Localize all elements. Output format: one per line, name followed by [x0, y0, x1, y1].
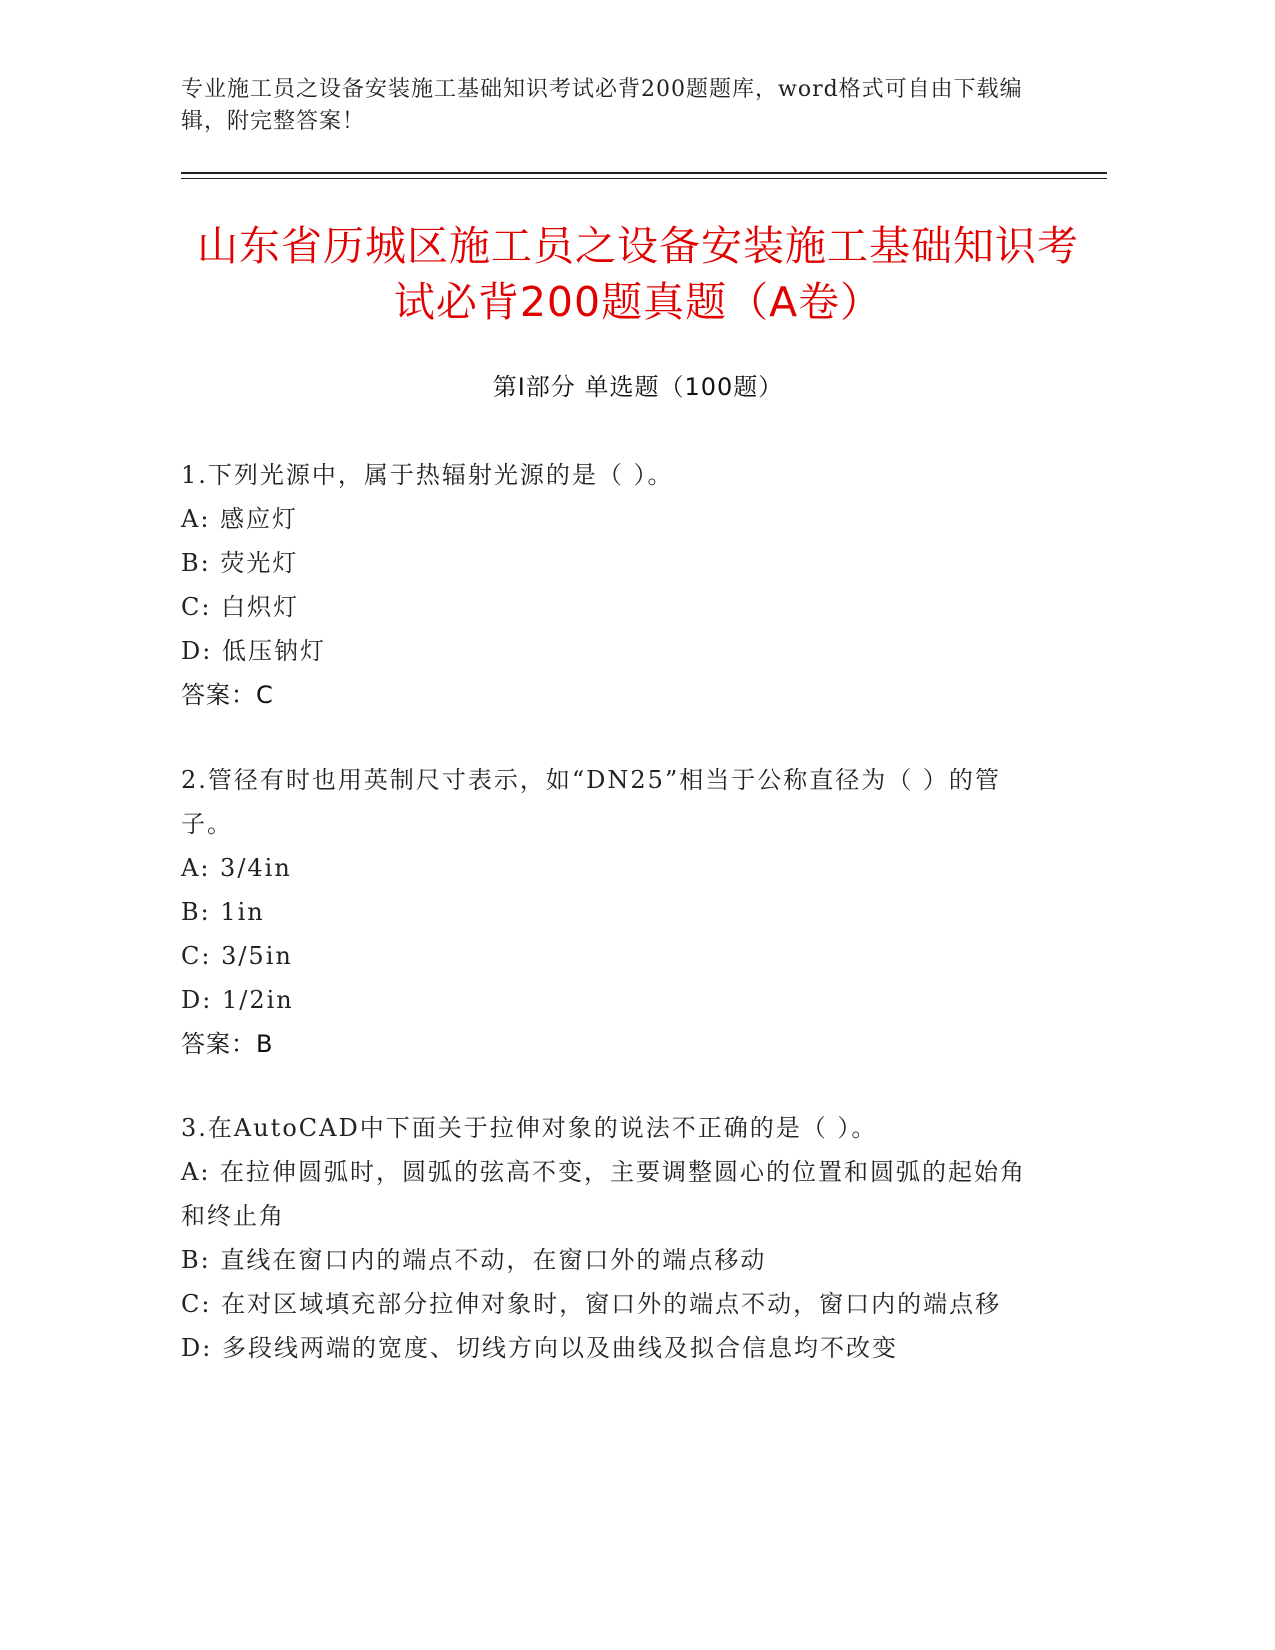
- answer: 答案：B: [181, 1030, 274, 1058]
- option-a: A: 感应灯: [181, 505, 299, 533]
- option-b: B: 直线在窗口内的端点不动，在窗口外的端点移动: [181, 1246, 767, 1274]
- header-divider-thin: [181, 178, 1107, 179]
- question-stem: 1.下列光源中，属于热辐射光源的是（ ）。: [181, 461, 674, 489]
- question-block: [181, 758, 1041, 1066]
- question-block: [181, 453, 1041, 717]
- option-d: D: 低压钠灯: [181, 637, 326, 665]
- document-title: 山东省历城区施工员之设备安装施工基础知识考试必背200题真题（A卷）: [197, 222, 1079, 326]
- option-c: C: 白炽灯: [181, 593, 300, 621]
- question-block: [181, 1106, 1041, 1370]
- answer: 答案：C: [181, 681, 274, 709]
- header-divider: [181, 172, 1107, 174]
- header-note: 专业施工员之设备安装施工基础知识考试必背200题题库，word格式可自由下载编辑，附完整答案！: [181, 77, 1023, 134]
- option-d: D: 1/2in: [181, 986, 294, 1014]
- option-a: A: 在拉伸圆弧时，圆弧的弦高不变，主要调整圆心的位置和圆弧的起始角和终止角: [181, 1158, 1027, 1230]
- option-a: A: 3/4in: [181, 854, 292, 882]
- section-heading: 第I部分 单选题（100题）: [492, 373, 784, 401]
- option-d: D: 多段线两端的宽度、切线方向以及曲线及拟合信息均不改变: [181, 1334, 898, 1362]
- option-c: C: 3/5in: [181, 942, 293, 970]
- question-stem: 2.管径有时也用英制尺寸表示，如“DN25”相当于公称直径为（ ）的管子。: [181, 766, 1001, 838]
- option-b: B: 荧光灯: [181, 549, 299, 577]
- option-c: C: 在对区域填充部分拉伸对象时，窗口外的端点不动，窗口内的端点移: [181, 1290, 1002, 1318]
- option-b: B: 1in: [181, 898, 265, 926]
- question-stem: 3.在AutoCAD中下面关于拉伸对象的说法不正确的是（ ）。: [181, 1114, 878, 1142]
